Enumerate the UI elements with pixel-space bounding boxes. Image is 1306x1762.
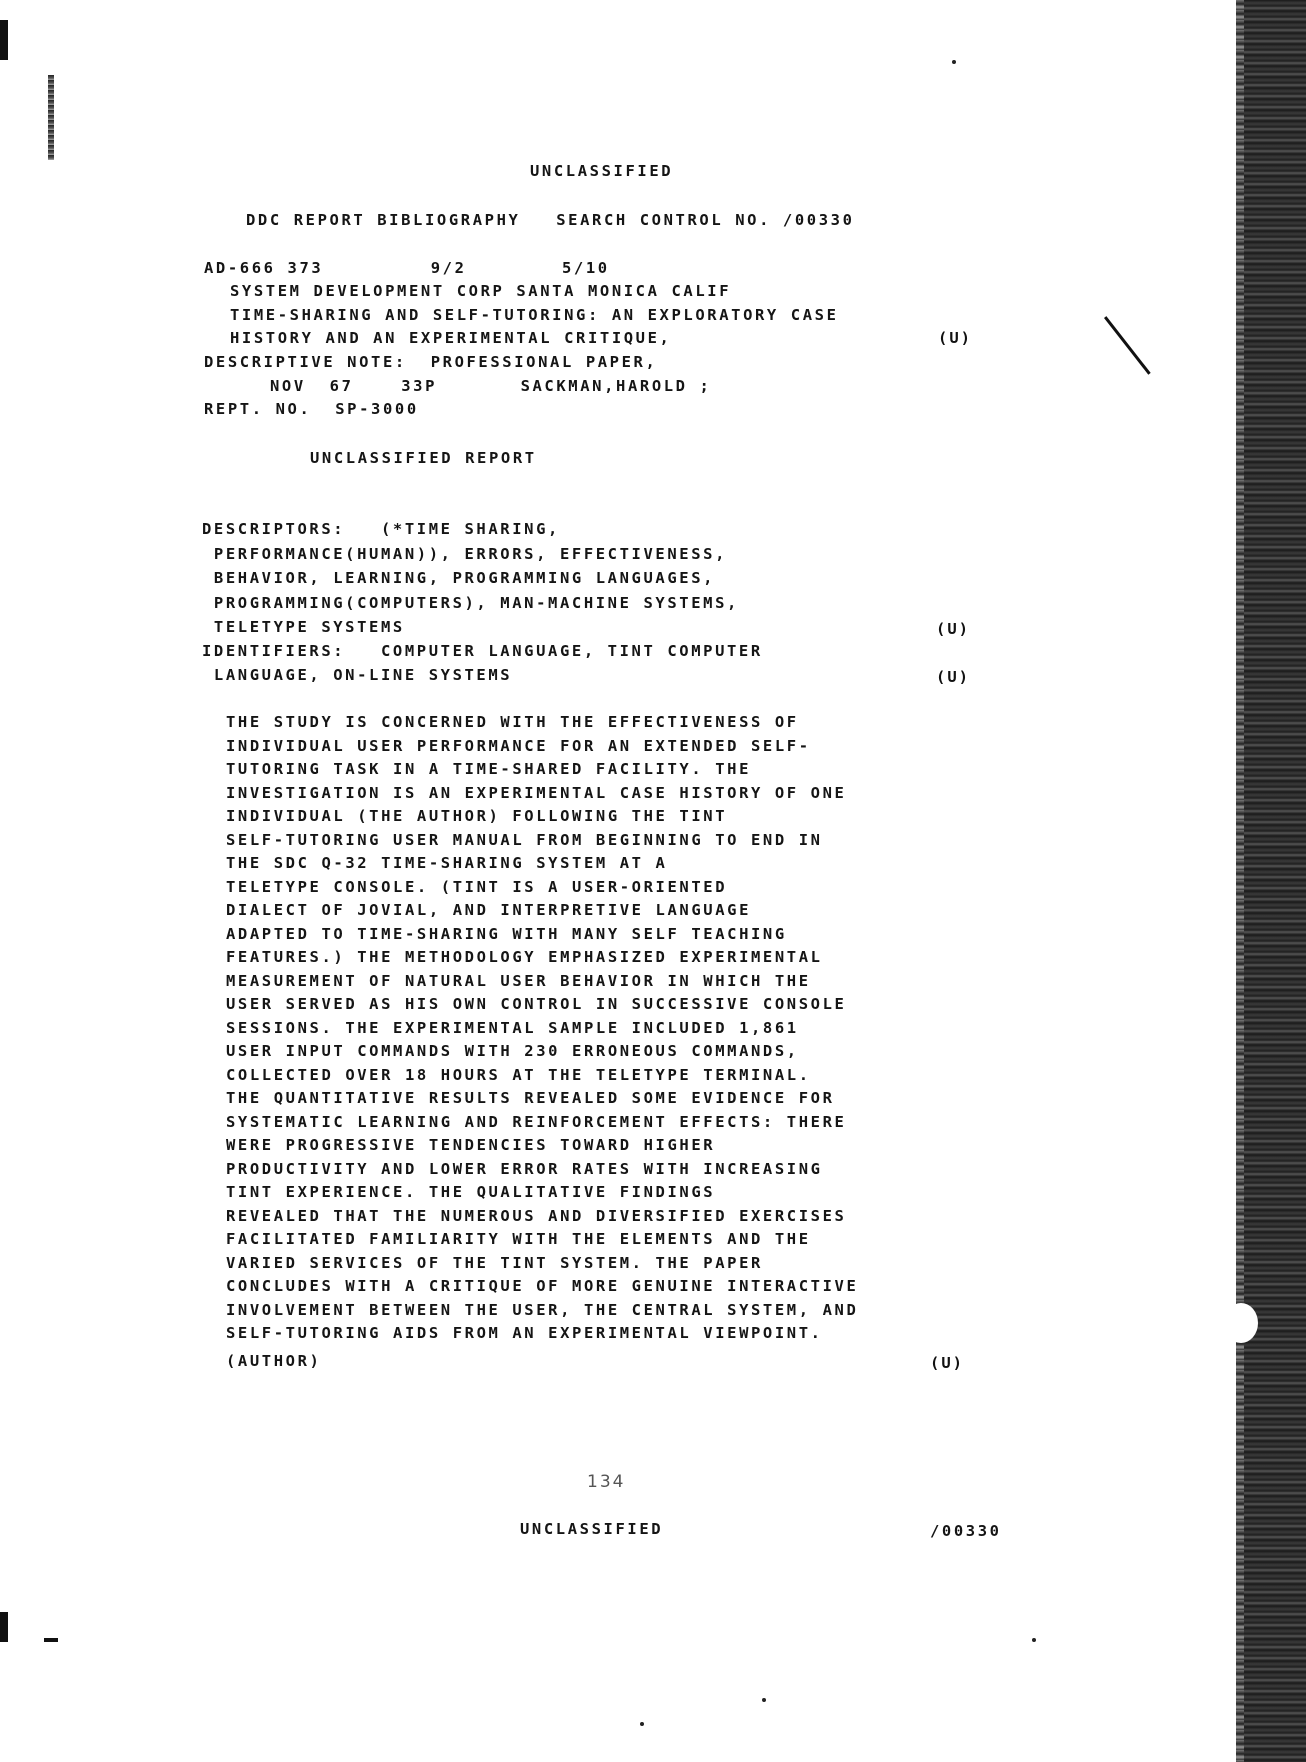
descriptors-line: TELETYPE SYSTEMS — [202, 618, 405, 636]
descriptors-classification-marker: (U) — [936, 620, 970, 638]
abstract-line: FACILITATED FAMILIARITY WITH THE ELEMENTS AND THE — [226, 1230, 811, 1248]
footer-search-control: /00330 — [930, 1522, 1002, 1540]
descriptive-note: DESCRIPTIVE NOTE: PROFESSIONAL PAPER, — [204, 353, 658, 371]
abstract-line: SELF-TUTORING AIDS FROM AN EXPERIMENTAL VIEWPOINT. — [226, 1324, 823, 1342]
title-classification-marker: (U) — [938, 329, 972, 347]
abstract-line: INDIVIDUAL (THE AUTHOR) FOLLOWING THE TINT — [226, 807, 728, 825]
ad-number-line: AD-666 373 9/2 5/10 — [204, 259, 610, 277]
abstract-line: TELETYPE CONSOLE. (TINT IS A USER-ORIENTED — [226, 878, 728, 896]
abstract-line: TUTORING TASK IN A TIME-SHARED FACILITY. THE — [226, 760, 751, 778]
scan-speck — [1032, 1638, 1036, 1642]
abstract-line: PRODUCTIVITY AND LOWER ERROR RATES WITH INCREASING — [226, 1160, 823, 1178]
abstract-line: USER INPUT COMMANDS WITH 230 ERRONEOUS COMMANDS, — [226, 1042, 799, 1060]
report-number: REPT. NO. SP-3000 — [204, 400, 419, 418]
abstract-line: INVOLVEMENT BETWEEN THE USER, THE CENTRAL SYSTEM, AND — [226, 1301, 859, 1319]
punch-hole — [1224, 1303, 1258, 1343]
abstract-line: MEASUREMENT OF NATURAL USER BEHAVIOR IN WHICH THE — [226, 972, 811, 990]
pen-stroke-mark — [1104, 316, 1151, 375]
abstract-line: ADAPTED TO TIME-SHARING WITH MANY SELF TEACHING — [226, 925, 787, 943]
identifiers-line: LANGUAGE, ON-LINE SYSTEMS — [202, 666, 513, 684]
identifiers-line: IDENTIFIERS: COMPUTER LANGUAGE, TINT COMPUTER — [202, 642, 763, 660]
abstract-line: TINT EXPERIENCE. THE QUALITATIVE FINDINGS — [226, 1183, 716, 1201]
title-line-2: HISTORY AND AN EXPERIMENTAL CRITIQUE, — [230, 329, 672, 347]
bottom-classification: UNCLASSIFIED — [520, 1520, 664, 1538]
abstract-classification-marker: (U) — [930, 1354, 964, 1372]
abstract-line: COLLECTED OVER 18 HOURS AT THE TELETYPE TERMINAL. — [226, 1066, 811, 1084]
identifiers-classification-marker: (U) — [936, 668, 970, 686]
abstract-line: FEATURES.) THE METHODOLOGY EMPHASIZED EXPERIMENTAL — [226, 948, 823, 966]
abstract-line: CONCLUDES WITH A CRITIQUE OF MORE GENUINE INTERACTIVE — [226, 1277, 859, 1295]
abstract-line: THE STUDY IS CONCERNED WITH THE EFFECTIVENESS OF — [226, 713, 799, 731]
corporate-source: SYSTEM DEVELOPMENT CORP SANTA MONICA CALIF — [230, 282, 732, 300]
bibliography-heading: DDC REPORT BIBLIOGRAPHY SEARCH CONTROL NO. /00330 — [246, 211, 855, 229]
top-classification: UNCLASSIFIED — [530, 162, 674, 180]
descriptors-line: BEHAVIOR, LEARNING, PROGRAMMING LANGUAGES, — [202, 569, 716, 587]
abstract-line: SESSIONS. THE EXPERIMENTAL SAMPLE INCLUDED 1,861 — [226, 1019, 799, 1037]
title-line-1: TIME-SHARING AND SELF-TUTORING: AN EXPLORATORY CASE — [230, 306, 839, 324]
abstract-line: DIALECT OF JOVIAL, AND INTERPRETIVE LANGUAGE — [226, 901, 751, 919]
abstract-line: THE SDC Q-32 TIME-SHARING SYSTEM AT A — [226, 854, 668, 872]
scan-edge-left — [0, 20, 8, 60]
abstract-line: (AUTHOR) — [226, 1352, 322, 1370]
descriptors-line: PERFORMANCE(HUMAN)), ERRORS, EFFECTIVENESS, — [202, 545, 727, 563]
abstract-line: THE QUANTITATIVE RESULTS REVEALED SOME EVIDENCE FOR — [226, 1089, 835, 1107]
abstract-line: WERE PROGRESSIVE TENDENCIES TOWARD HIGHER — [226, 1136, 716, 1154]
abstract-line: SELF-TUTORING USER MANUAL FROM BEGINNING TO END IN — [226, 831, 823, 849]
descriptors-line: PROGRAMMING(COMPUTERS), MAN-MACHINE SYSTEMS, — [202, 594, 739, 612]
report-classification: UNCLASSIFIED REPORT — [310, 449, 537, 467]
scan-edge-right — [1236, 0, 1306, 1762]
abstract-line: REVEALED THAT THE NUMEROUS AND DIVERSIFIED EXERCISES — [226, 1207, 847, 1225]
abstract-line: INVESTIGATION IS AN EXPERIMENTAL CASE HISTORY OF ONE — [226, 784, 847, 802]
abstract-line: VARIED SERVICES OF THE TINT SYSTEM. THE PAPER — [226, 1254, 763, 1272]
scan-speck — [762, 1698, 766, 1702]
scan-margin-stripe — [48, 75, 54, 160]
abstract-line: INDIVIDUAL USER PERFORMANCE FOR AN EXTENDED SELF- — [226, 737, 811, 755]
scan-speck — [640, 1722, 644, 1726]
date-pages-author: NOV 67 33P SACKMAN,HAROLD ; — [270, 377, 712, 395]
scan-edge-left-bottom — [0, 1612, 8, 1642]
abstract-line: USER SERVED AS HIS OWN CONTROL IN SUCCESSIVE CONSOLE — [226, 995, 847, 1013]
scan-speck — [952, 60, 956, 64]
abstract-line: SYSTEMATIC LEARNING AND REINFORCEMENT EFFECTS: THERE — [226, 1113, 847, 1131]
page-number: 134 — [587, 1472, 626, 1492]
scan-margin-dash — [44, 1638, 58, 1642]
descriptors-line: DESCRIPTORS: (*TIME SHARING, — [202, 520, 560, 538]
